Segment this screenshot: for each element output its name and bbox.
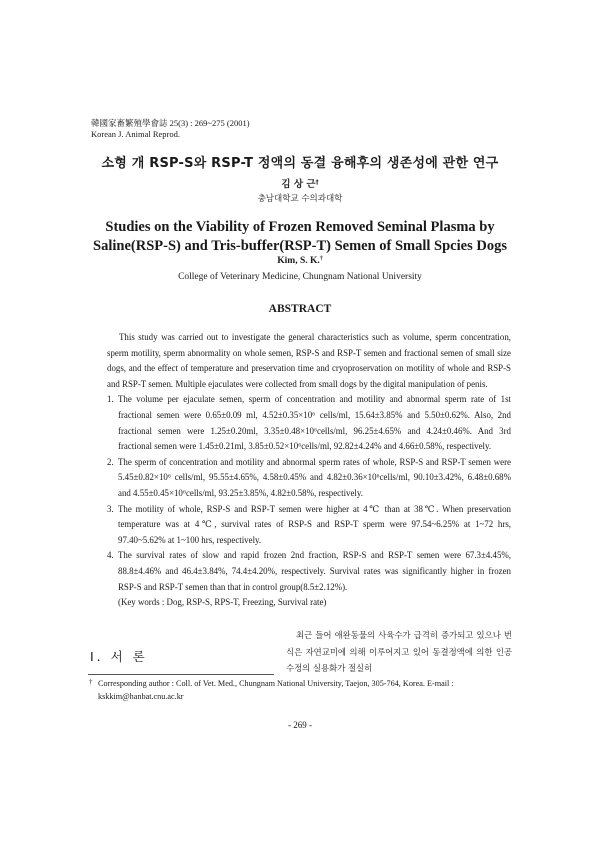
abstract-results-list — [107, 392, 511, 595]
item-text: The volume per ejaculate semen, sperm of concentration and motility and abnormal sperm rate of 1st fractional semen were 0.65±0.09 ml, 4.52±0.35×10⁶ cells/ml, 15.64±3.85% and 5.50±0.62%. Also, 2nd fractional semen were 1.25±0.20ml, 3.35±0.48×10⁶cells/ml, 96.25±4.65% and 4.24±0.46%. And 3rd fractional semen were 1.45±0.21ml, 3.85±0.52×10⁶cells/ml, 92.82±4.24% and 4.66±0.58%, respectively. — [118, 394, 511, 452]
item-number: 2. — [107, 456, 114, 467]
footnote-text: Corresponding author : Coll. of Vet. Med., Chungnam National University, Taejon, 305-764, Korea. E-mail : kskkim@hanbat.cnu.ac.kr — [98, 679, 454, 701]
abstract-item-1 — [107, 392, 511, 454]
item-number: 4. — [107, 550, 114, 561]
korean-affiliation: 충남대학교 수의과대학 — [257, 194, 343, 204]
abstract-intro: This study was carried out to investigate the general characteristics such as volume, sperm concentration, sperm motility, sperm abnormality on whole semen, RSP-S and RSP-T semen and fractional semen of small size dogs, and the effect of temperature and preservation time and cryoproservation on motility of whole and RSP-S and RSP-T semen. Multiple ejaculates were collected from small dogs by the digital manipulation of penis. — [107, 332, 511, 389]
footnote — [90, 678, 516, 703]
item-number: 1. — [107, 394, 114, 405]
english-title-line-1: Studies on the Viability of Frozen Removed Seminal Plasma by — [105, 219, 495, 235]
abstract-body — [107, 330, 511, 611]
english-author-dagger: † — [319, 256, 323, 262]
item-text: The survival rates of slow and rapid frozen 2nd fraction, RSP-S and RSP-T semen were 67.3±4.45%, 88.8±4.46% and 46.4±3.84%, 74.4±4.20%, respectively. Survival rates was significantly higher in frozen RSP-S and RSP-T semen than that in control group(8.5±2.12%). — [118, 550, 511, 592]
author-dagger: † — [315, 179, 319, 186]
footnote-divider — [88, 674, 274, 675]
english-title-line-2: Saline(RSP-S) and Tris-buffer(RSP-T) Semen of Small Spcies Dogs — [93, 238, 507, 254]
korean-author-name: 김 상 근 — [281, 179, 316, 190]
item-text: The motility of whole, RSP-S and RSP-T semen were higher at 4℃ than at 38℃. When preservation temperature was at 4℃, survival rates of RSP-S and RSP-T sperm were 97.54~6.25% at 1~72 hrs, 97.40~5.62% at 1~100 hrs, respectively. — [118, 503, 511, 545]
abstract-item-2 — [107, 455, 511, 502]
abstract-item-4 — [107, 548, 511, 595]
page-number: - 269 - — [288, 720, 312, 730]
english-affiliation: College of Veterinary Medicine, Chungnam National University — [178, 272, 422, 282]
introduction-text: 최근 들어 애완동물의 사육수가 급격히 증가되고 있으나 번식은 자연교미에 의해 이루어지고 있어 동결정액에 의한 인공수정의 실용화가 절실히 — [286, 630, 512, 673]
item-text: The sperm of concentration and motility and abnormal sperm rates of whole, RSP-S and RSP-T semen were 5.45±0.82×10⁶ cells/ml, 95.55±4.65%, 4.58±0.45% and 4.82±0.36×10⁶cells/ml, 90.10±3.42%, 6.48±0.68% and 4.55±0.45×10⁶cells/ml, 93.25±3.85%, 4.82±0.58%, respectively. — [118, 456, 511, 498]
section-heading-introduction: Ⅰ. 서 론 — [90, 649, 148, 664]
journal-citation-korean: 韓國家畜繁殖學會誌 25(3) : 269~275 (2001) — [91, 118, 250, 128]
journal-citation-english: Korean J. Animal Reprod. — [91, 129, 180, 139]
abstract-heading: ABSTRACT — [268, 303, 332, 315]
keywords: (Key words : Dog, RSP-S, RPS-T, Freezing, Survival rate) — [118, 597, 327, 608]
english-title — [0, 218, 600, 256]
english-author-name: Kim, S. K. — [277, 256, 320, 266]
footnote-mark: † — [89, 678, 93, 686]
item-number: 3. — [107, 503, 114, 514]
journal-citation — [91, 118, 250, 140]
english-author — [0, 256, 600, 266]
korean-title: 소형 개 RSP-S와 RSP-T 정액의 동결 융해후의 생존성에 관한 연구 — [101, 156, 499, 171]
abstract-item-3 — [107, 502, 511, 549]
korean-author — [0, 176, 600, 190]
